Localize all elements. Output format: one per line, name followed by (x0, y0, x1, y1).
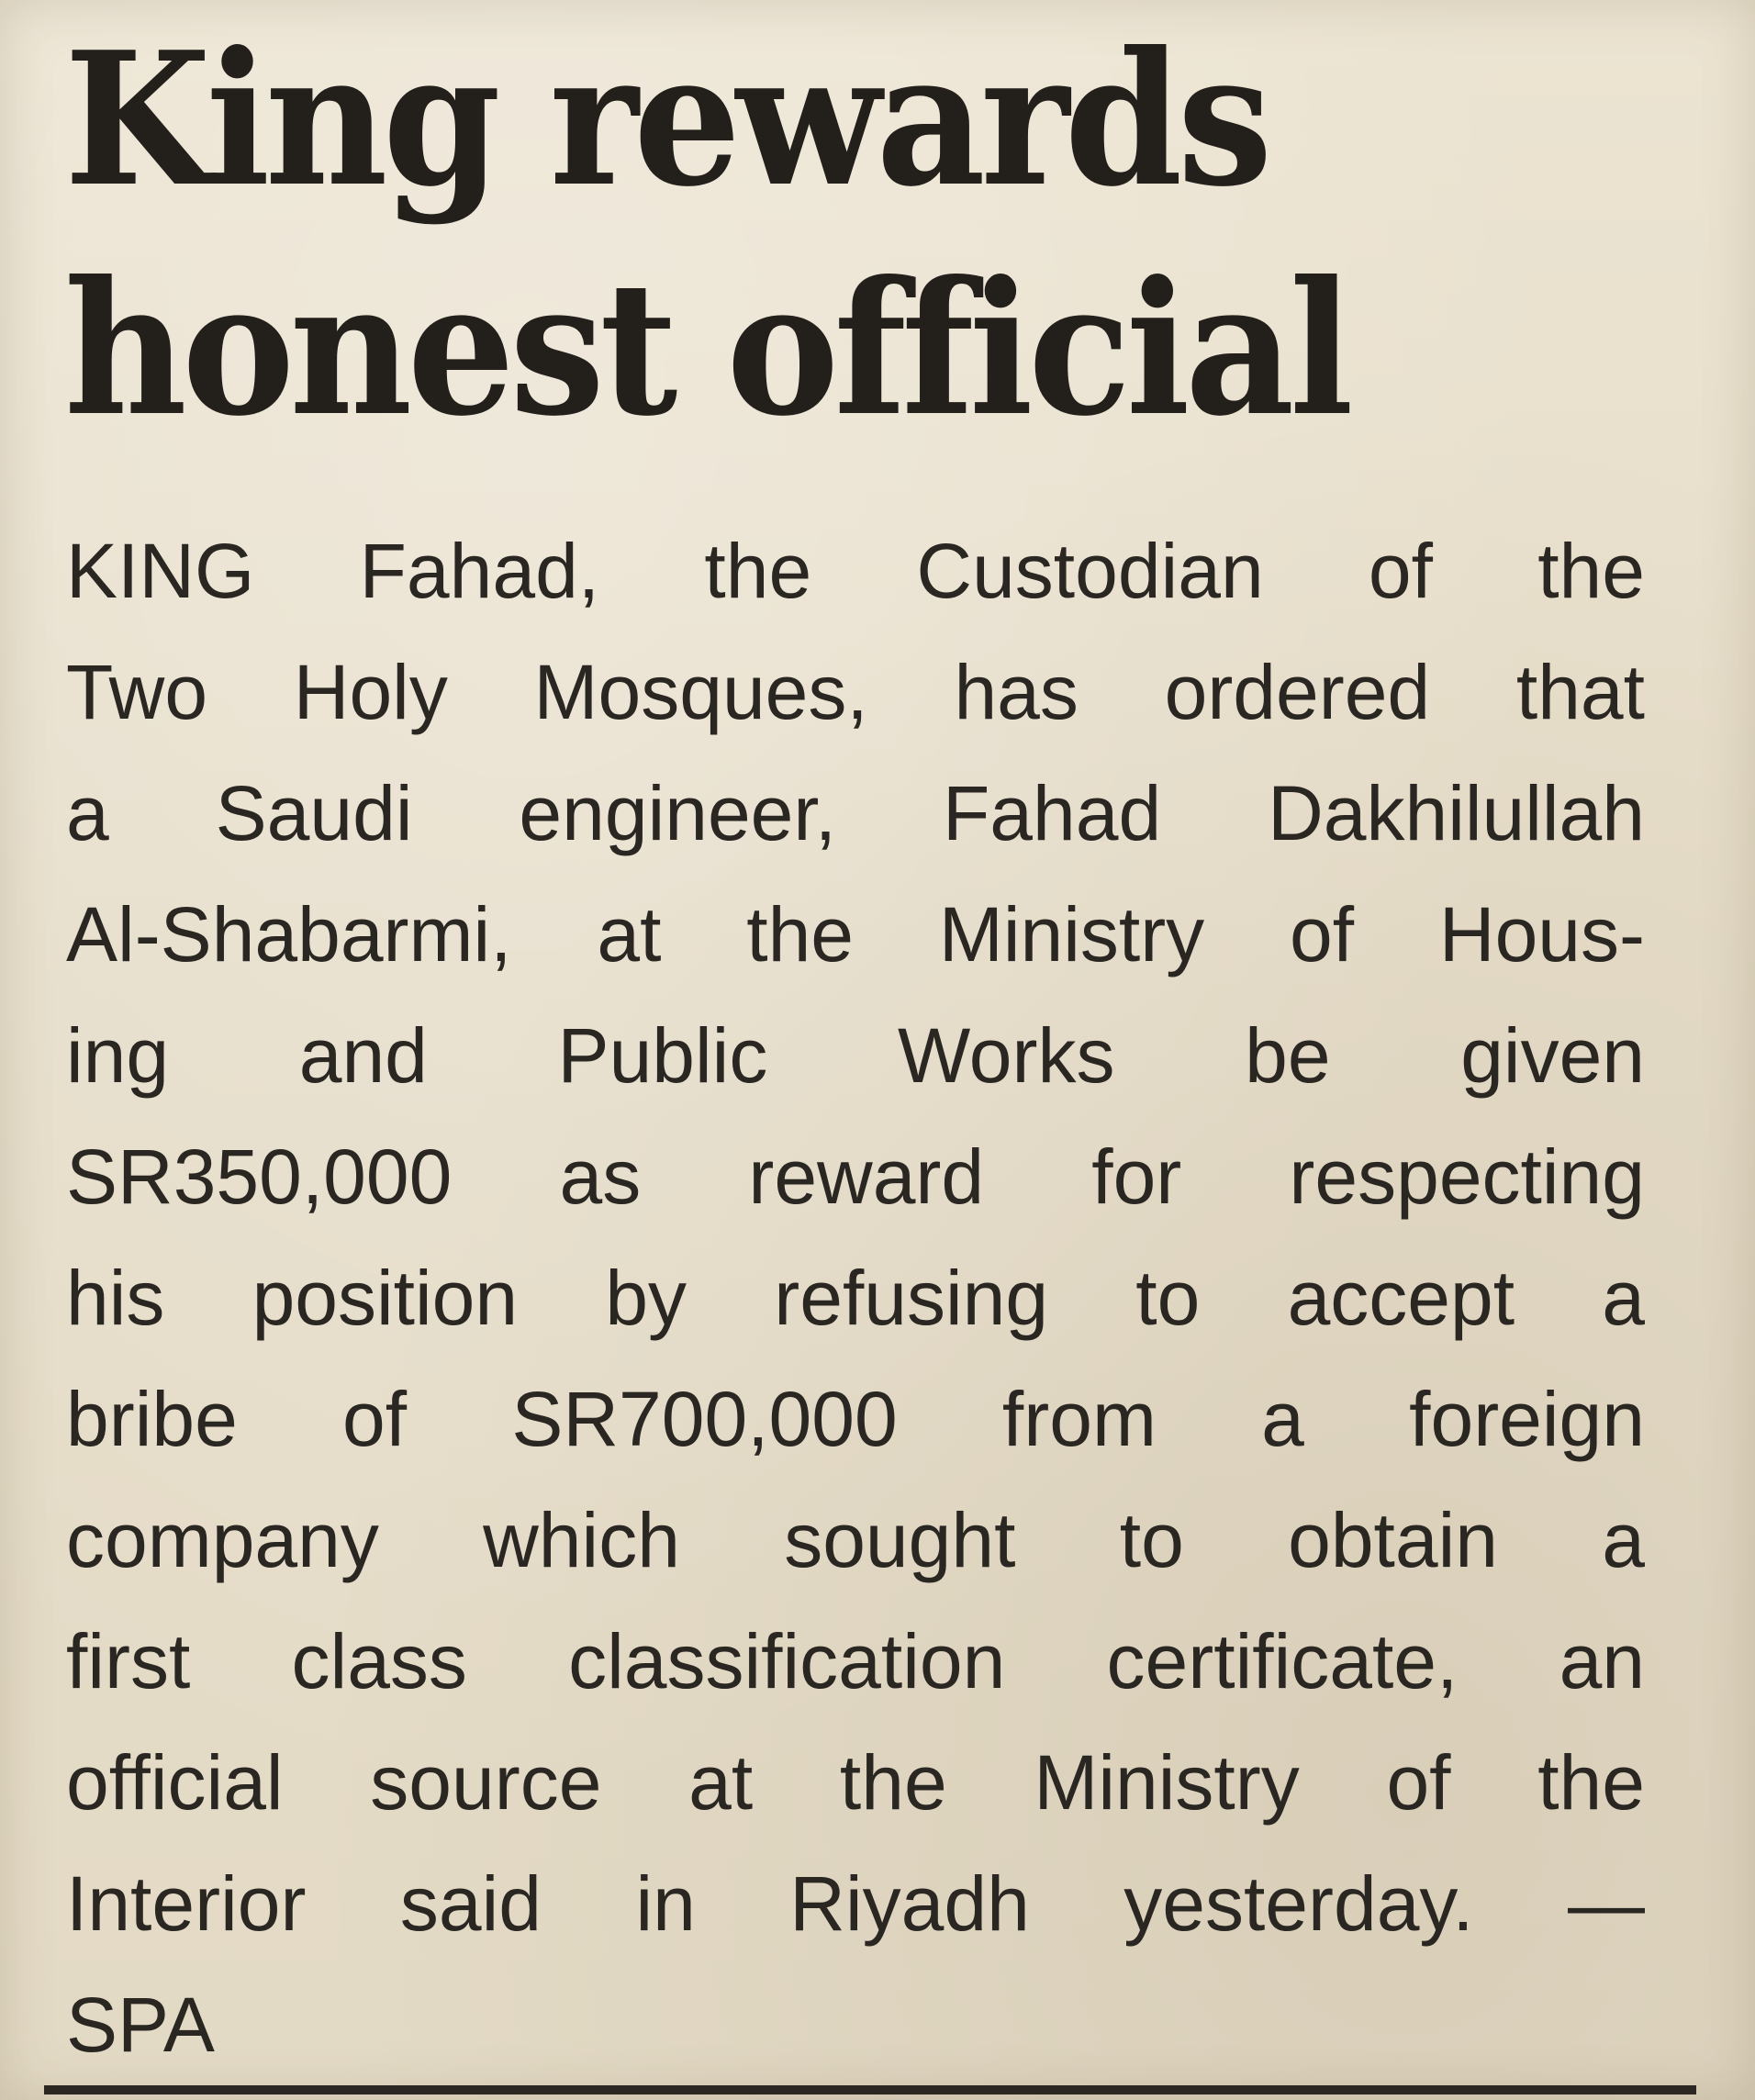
headline-line-2: honest official (64, 241, 1349, 457)
body-line: SR350,000 as reward for respecting (66, 1134, 1645, 1220)
body-line: his position by refusing to accept a (66, 1255, 1645, 1341)
article-body (66, 510, 1645, 2085)
byline-agency: SPA (66, 1982, 215, 2068)
body-line: ing and Public Works be given (66, 1012, 1645, 1099)
body-line: a Saudi engineer, Fahad Dakhilullah (66, 770, 1645, 856)
body-line: first class classification certificate, an (66, 1618, 1645, 1704)
headline (64, 6, 1584, 464)
bottom-rule-divider (44, 2085, 1696, 2094)
body-line: official source at the Ministry of the (66, 1739, 1645, 1826)
body-line: Two Holy Mosques, has ordered that (66, 649, 1645, 735)
body-line: KING Fahad, the Custodian of the (66, 528, 1645, 614)
body-line: bribe of SR700,000 from a foreign (66, 1376, 1645, 1462)
headline-line-1: King rewards (64, 12, 1268, 228)
body-line: Al-Shabarmi, at the Ministry of Hous- (66, 891, 1645, 977)
body-line: Interior said in Riyadh yesterday. — (66, 1860, 1645, 1947)
body-line: company which sought to obtain a (66, 1497, 1645, 1583)
